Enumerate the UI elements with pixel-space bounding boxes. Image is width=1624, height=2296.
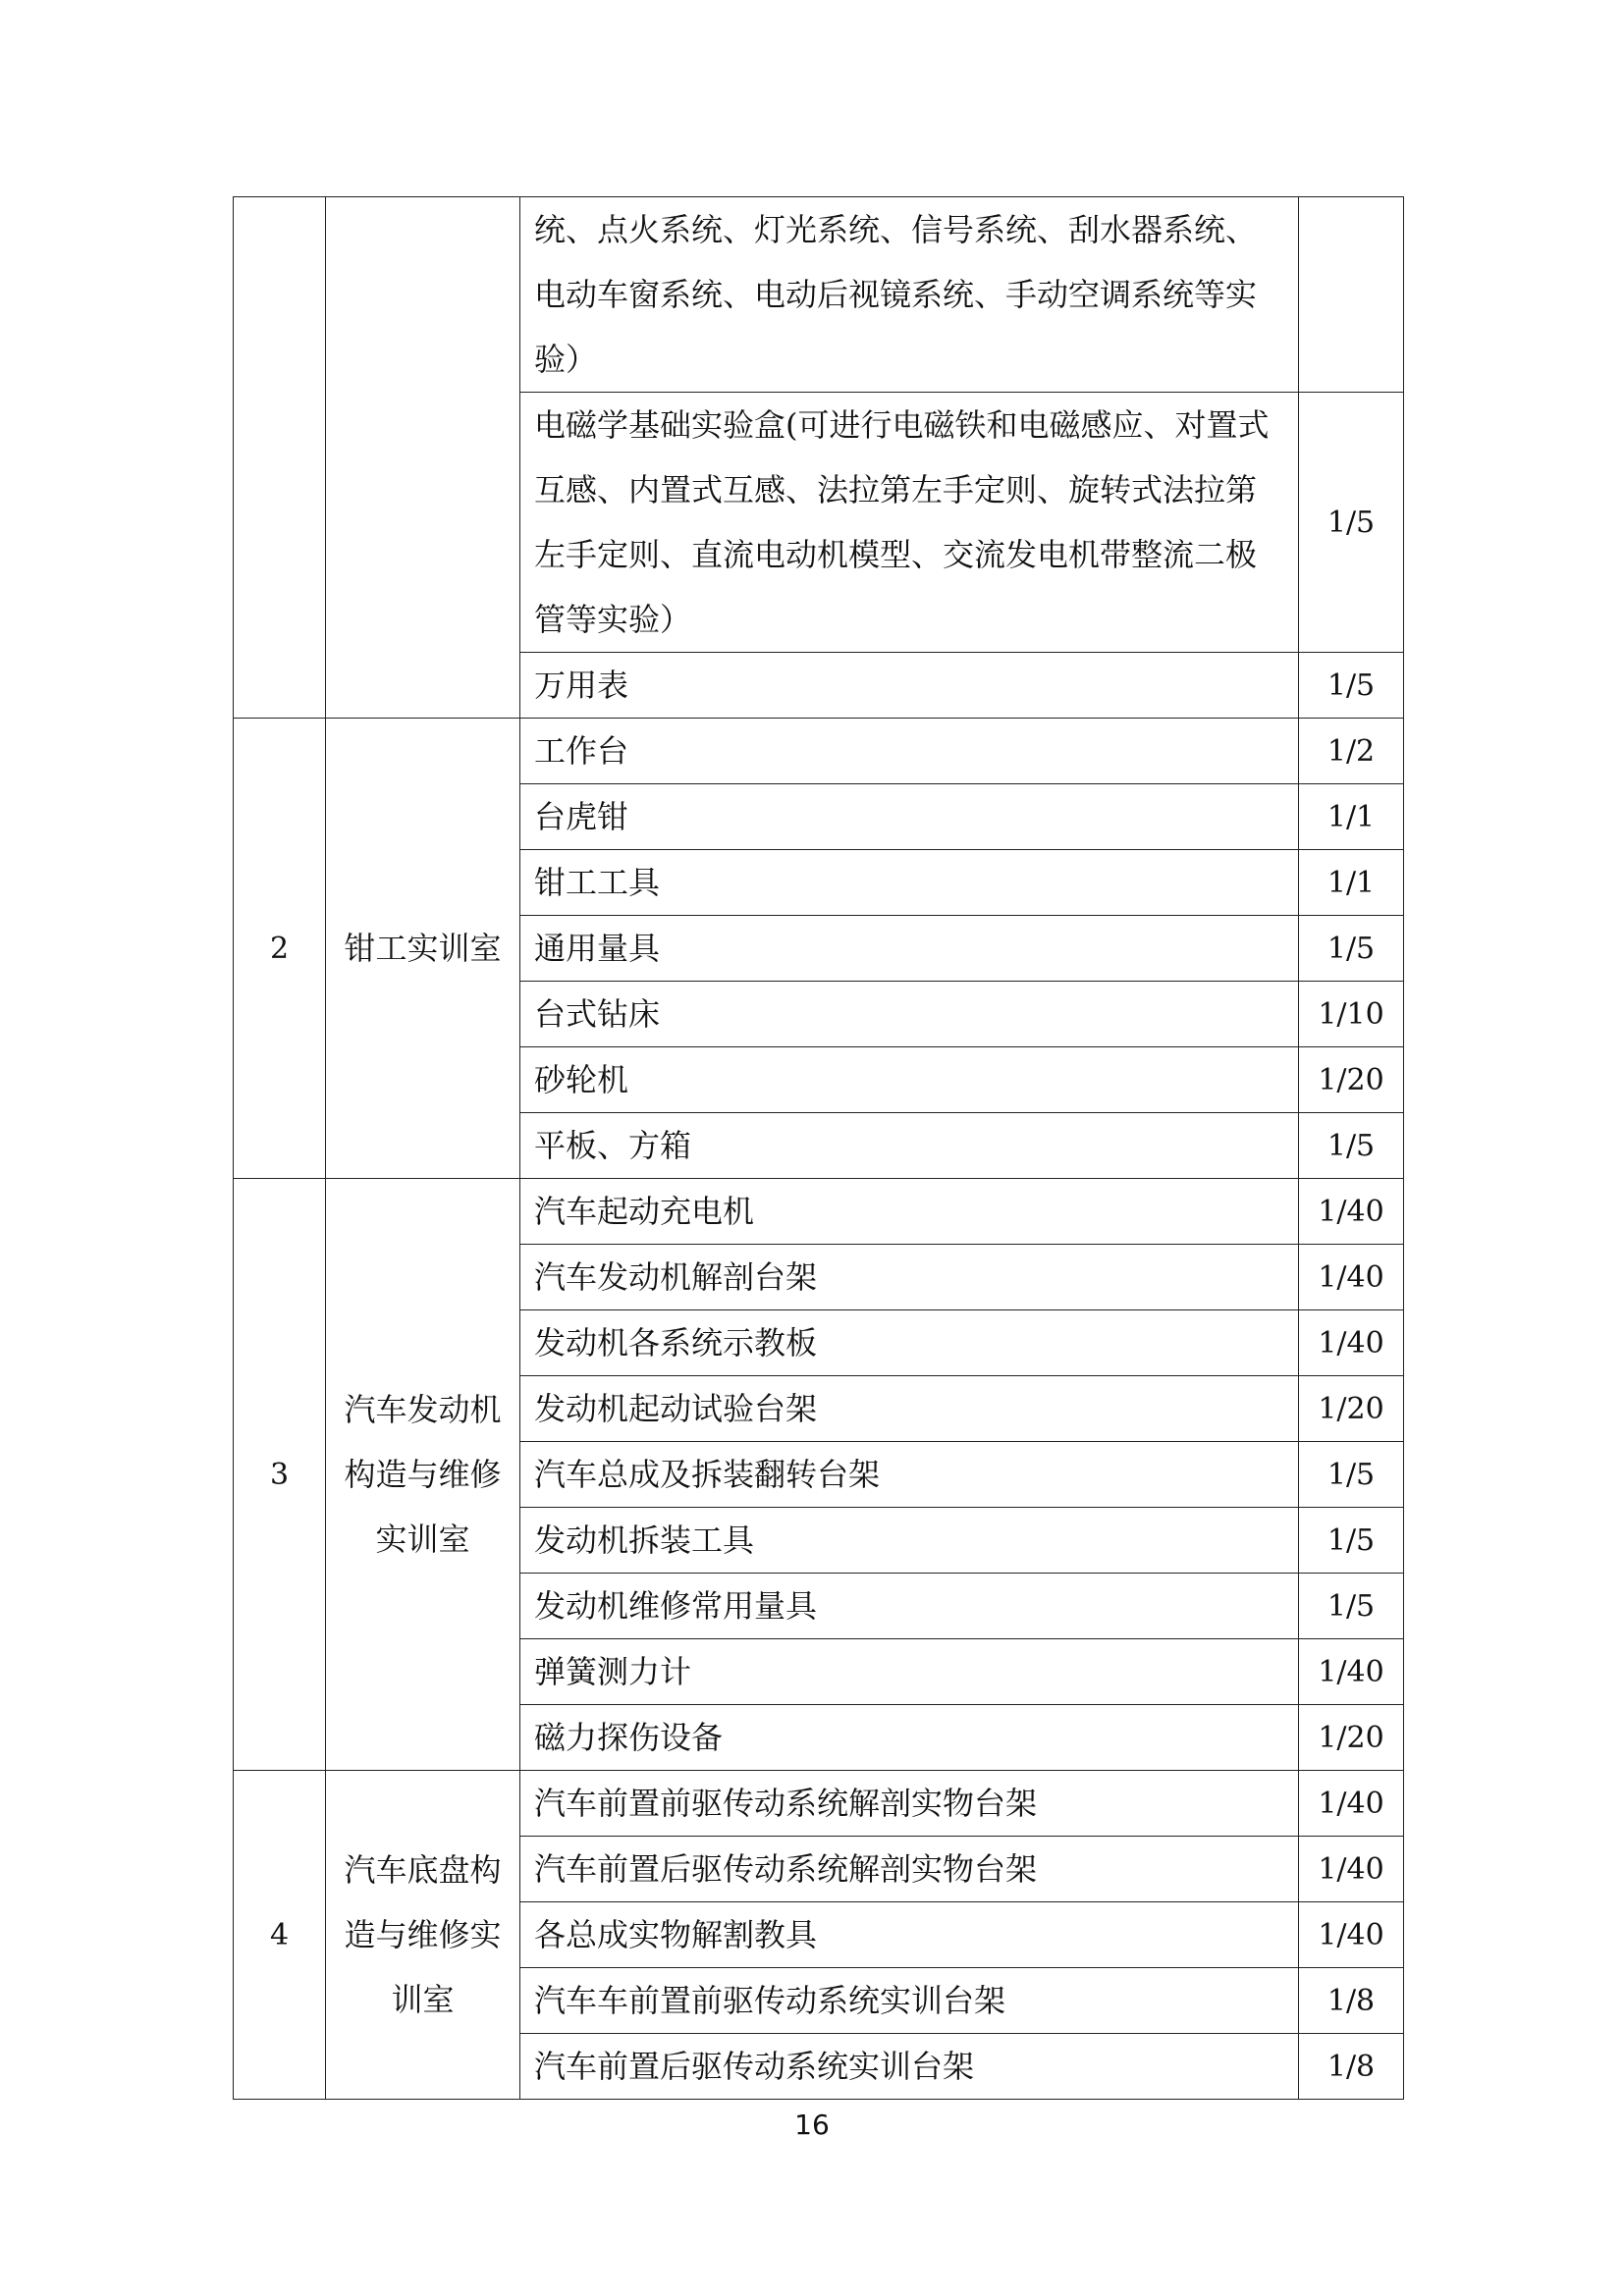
equipment-ratio: 1/40 [1299, 1245, 1404, 1310]
equipment-ratio: 1/8 [1299, 1968, 1404, 2034]
equipment-name: 台式钻床 [520, 982, 1299, 1047]
equipment-ratio: 1/5 [1299, 1508, 1404, 1574]
equipment-name: 工作台 [520, 719, 1299, 784]
equipment-ratio [1299, 197, 1404, 393]
equipment-name: 通用量具 [520, 916, 1299, 982]
equipment-ratio: 1/40 [1299, 1179, 1404, 1245]
equipment-ratio: 1/5 [1299, 1113, 1404, 1179]
equipment-ratio: 1/5 [1299, 653, 1404, 719]
equipment-ratio: 1/1 [1299, 850, 1404, 916]
equipment-name: 汽车发动机解剖台架 [520, 1245, 1299, 1310]
training-room-name: 汽车发动机构造与维修实训室 [326, 1179, 520, 1771]
training-room-name: 汽车底盘构造与维修实训室 [326, 1771, 520, 2100]
equipment-ratio: 1/40 [1299, 1902, 1404, 1968]
equipment-name: 各总成实物解割教具 [520, 1902, 1299, 1968]
equipment-name: 砂轮机 [520, 1047, 1299, 1113]
group-number [234, 197, 326, 719]
table-row [234, 197, 1404, 393]
equipment-name: 电磁学基础实验盒(可进行电磁铁和电磁感应、对置式互感、内置式互感、法拉第左手定则、旋转式法拉第左手定则、直流电动机模型、交流发电机带整流二极管等实验） [520, 393, 1299, 653]
equipment-ratio: 1/8 [1299, 2034, 1404, 2100]
equipment-name: 弹簧测力计 [520, 1639, 1299, 1705]
training-room-name [326, 197, 520, 719]
table-row [234, 1771, 1404, 1837]
equipment-ratio: 1/5 [1299, 916, 1404, 982]
equipment-name: 汽车总成及拆装翻转台架 [520, 1442, 1299, 1508]
group-number: 3 [234, 1179, 326, 1771]
equipment-ratio: 1/5 [1299, 393, 1404, 653]
equipment-name: 发动机拆装工具 [520, 1508, 1299, 1574]
equipment-table [233, 196, 1404, 2100]
equipment-name: 钳工工具 [520, 850, 1299, 916]
equipment-ratio: 1/1 [1299, 784, 1404, 850]
equipment-ratio: 1/40 [1299, 1639, 1404, 1705]
equipment-ratio: 1/20 [1299, 1705, 1404, 1771]
equipment-name: 发动机起动试验台架 [520, 1376, 1299, 1442]
equipment-name: 汽车起动充电机 [520, 1179, 1299, 1245]
equipment-ratio: 1/5 [1299, 1574, 1404, 1639]
page-number: 16 [794, 2109, 830, 2141]
group-number: 2 [234, 719, 326, 1179]
group-number: 4 [234, 1771, 326, 2100]
equipment-ratio: 1/10 [1299, 982, 1404, 1047]
table-row [234, 1179, 1404, 1245]
table-row [234, 719, 1404, 784]
equipment-name: 发动机维修常用量具 [520, 1574, 1299, 1639]
training-room-name: 钳工实训室 [326, 719, 520, 1179]
equipment-name: 发动机各系统示教板 [520, 1310, 1299, 1376]
equipment-ratio: 1/40 [1299, 1310, 1404, 1376]
equipment-name: 统、点火系统、灯光系统、信号系统、刮水器系统、电动车窗系统、电动后视镜系统、手动空调系统等实验） [520, 197, 1299, 393]
equipment-name: 汽车前置前驱传动系统解剖实物台架 [520, 1771, 1299, 1837]
equipment-ratio: 1/40 [1299, 1837, 1404, 1902]
equipment-ratio: 1/40 [1299, 1771, 1404, 1837]
equipment-name: 汽车前置后驱传动系统实训台架 [520, 2034, 1299, 2100]
equipment-name: 万用表 [520, 653, 1299, 719]
equipment-table-body [234, 197, 1404, 2100]
equipment-ratio: 1/20 [1299, 1376, 1404, 1442]
equipment-name: 台虎钳 [520, 784, 1299, 850]
equipment-ratio: 1/20 [1299, 1047, 1404, 1113]
equipment-name: 磁力探伤设备 [520, 1705, 1299, 1771]
equipment-ratio: 1/5 [1299, 1442, 1404, 1508]
equipment-ratio: 1/2 [1299, 719, 1404, 784]
equipment-name: 汽车前置后驱传动系统解剖实物台架 [520, 1837, 1299, 1902]
equipment-name: 平板、方箱 [520, 1113, 1299, 1179]
equipment-name: 汽车车前置前驱传动系统实训台架 [520, 1968, 1299, 2034]
